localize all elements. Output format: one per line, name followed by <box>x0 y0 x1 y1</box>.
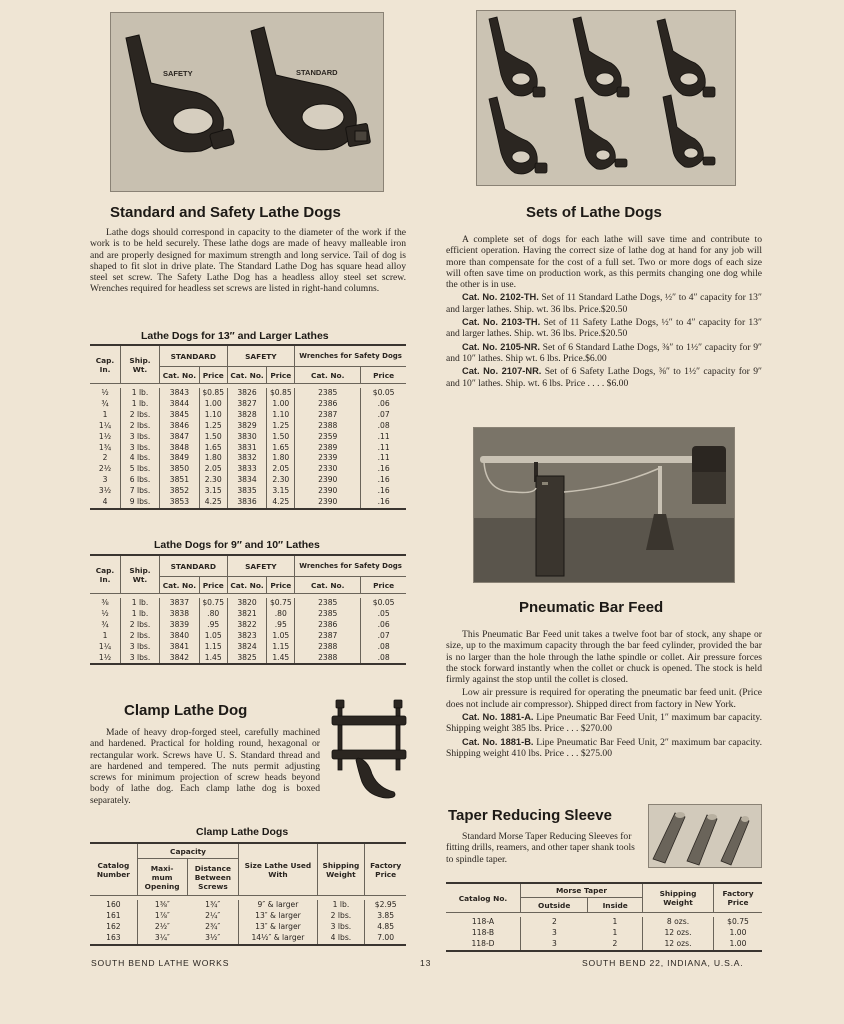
table-cell: 1 <box>612 927 618 937</box>
col-outside: Outside <box>521 898 588 913</box>
col-capacity: Capacity <box>137 843 239 859</box>
taper-title: Taper Reducing Sleeve <box>448 807 612 824</box>
table-cell: 1.15 <box>199 642 227 653</box>
bar-feed-title: Pneumatic Bar Feed <box>519 599 664 616</box>
table-cell: 1.80 <box>199 453 227 464</box>
table-cell: 3 lbs. <box>121 443 160 454</box>
table-cell: 1.00 <box>267 399 295 410</box>
taper-body: Standard Morse Taper Reducing Sleeves for fitting drills, reamers, and other taper shank tools to spindle taper. <box>446 831 635 865</box>
table-cell: 3820 <box>227 598 267 609</box>
table-cell: 4 <box>102 497 108 507</box>
col-safety: SAFETY <box>227 345 295 367</box>
table-cell: 3849 <box>160 453 200 464</box>
table-cell: 1 <box>102 630 108 640</box>
catalog-number: Cat. No. 1881-A. <box>462 712 534 723</box>
table-cell: 3½″ <box>205 932 221 942</box>
table-row <box>90 609 406 620</box>
table-cell: .16 <box>361 486 406 497</box>
col-safety: SAFETY <box>227 555 295 577</box>
table-cell: $0.75 <box>199 598 227 609</box>
catalog-item-text: Lipe Pneumatic Bar Feed Unit, 1″ maximum bar capacity. Shipping weight 385 lbs. Price . . . $270.00 <box>446 712 763 735</box>
table-row <box>90 911 406 922</box>
table-cell: 3851 <box>160 475 200 486</box>
col-wrenches: Wrenches for Safety Dogs <box>295 555 406 577</box>
table-cell: $0.85 <box>199 388 227 399</box>
table-cell: 2386 <box>295 399 361 410</box>
table-cell: 118-D <box>471 938 495 948</box>
table-cell: 2389 <box>295 443 361 454</box>
table-row <box>90 497 406 509</box>
sets-title: Sets of Lathe Dogs <box>526 204 662 221</box>
col-ship: Ship. Wt. <box>121 555 160 594</box>
table-cell: 1.00 <box>714 928 763 939</box>
bar-feed-photo <box>473 427 735 583</box>
table-cell: 5 lbs. <box>121 464 160 475</box>
table-cell: .16 <box>361 497 406 509</box>
lathe-dogs-photo <box>110 12 384 192</box>
table-9-body <box>90 594 406 665</box>
lathe-dogs-description <box>90 227 406 295</box>
col-size: Size Lathe Used With <box>239 843 317 896</box>
table-cell: 2.30 <box>267 475 295 486</box>
table-cell: $0.05 <box>361 598 406 609</box>
table-cell: .05 <box>361 609 406 620</box>
table-row <box>90 922 406 933</box>
table-cell: 3847 <box>160 432 200 443</box>
clamp-dog-body: Made of heavy drop-forged steel, carefully machined and hardened. Practical for holding round, hexagonal or rectangular work. Screws have U. S. Standard thread and are hardened and tempered. The nuts permit adjusting screws for minimum projection of screw heads beyond body of lathe dog. Each clamp lathe dog is boxed separately. <box>90 727 320 806</box>
table-row <box>90 475 406 486</box>
catalog-number: Cat. No. 2105-NR. <box>462 341 540 352</box>
standard-photo-label: STANDARD <box>296 68 338 77</box>
col-distance: Distance Between Screws <box>187 859 239 896</box>
catalog-item <box>446 366 762 389</box>
table-cell: ½ <box>101 608 109 618</box>
table-cell: 3831 <box>227 443 267 454</box>
table-cell: 3842 <box>160 653 200 665</box>
table-cell: .95 <box>267 620 295 631</box>
catalog-number: Cat. No. 2107-NR. <box>462 366 542 377</box>
clamp-table-title: Clamp Lathe Dogs <box>196 826 289 838</box>
catalog-item <box>446 292 762 315</box>
catalog-number: Cat. No. 1881-B. <box>462 736 534 747</box>
table-row <box>90 464 406 475</box>
table-cell: 118-B <box>471 927 495 937</box>
table-cell: .16 <box>361 475 406 486</box>
table-cell: 7.00 <box>365 933 406 945</box>
table-cell: $0.05 <box>361 388 406 399</box>
table-cell: 1.45 <box>199 653 227 665</box>
table-cell: 2386 <box>295 620 361 631</box>
table-cell: 2¼″ <box>205 910 221 920</box>
table-cell: 3832 <box>227 453 267 464</box>
table-cell: 160 <box>106 900 121 909</box>
table-cell: 3822 <box>227 620 267 631</box>
table-cell: 1.25 <box>267 421 295 432</box>
table-cell: 14½″ & larger <box>239 933 317 945</box>
table-row <box>90 598 406 609</box>
table-cell: 8 ozs. <box>643 917 714 928</box>
table-cell: ⅜ <box>101 598 109 607</box>
lathe-dogs-9-table <box>90 554 406 665</box>
table-cell: 1⅞″ <box>137 911 187 922</box>
table-cell: 3833 <box>227 464 267 475</box>
catalog-item-text: Set of 11 Safety Lathe Dogs, ½″ to 4″ capacity for 13″ and larger lathes. Ship. wt. 36 lbs. Price.$20.50 <box>446 317 762 340</box>
table-cell: 3825 <box>227 653 267 665</box>
sets-photo <box>476 10 736 186</box>
table-cell: 2385 <box>295 388 361 399</box>
table-cell: 2388 <box>295 653 361 665</box>
table-cell: 3830 <box>227 432 267 443</box>
col-wr-cat: Cat. No. <box>295 577 361 594</box>
table-cell: 3823 <box>227 631 267 642</box>
bar-feed-body-2: Low air pressure is required for operating the pneumatic bar feed unit. (Price does not include air compressor). Shipped direct from factory in New York. <box>446 687 762 710</box>
footer-left: SOUTH BEND LATHE WORKS <box>91 958 230 968</box>
table-cell: 1 lb. <box>121 399 160 410</box>
table-cell: .11 <box>361 453 406 464</box>
table-cell: 4 lbs. <box>317 933 365 945</box>
catalog-item-text: Set of 6 Safety Lathe Dogs, ⅜″ to 1½″ capacity for 9″ and 10″ lathes. Ship. wt. 6 lbs. Price . . . . $6.00 <box>446 366 763 389</box>
col-saf-cat: Cat. No. <box>227 577 267 594</box>
table-row <box>90 432 406 443</box>
table-cell: 2385 <box>295 609 361 620</box>
table-cell: 3839 <box>160 620 200 631</box>
table-13-body <box>90 384 406 509</box>
table-cell: .08 <box>361 421 406 432</box>
catalog-item <box>446 712 762 735</box>
table-cell: 9 lbs. <box>121 497 160 509</box>
table-cell: 118-A <box>471 917 495 926</box>
table-cell: 3843 <box>160 388 200 399</box>
table-cell: 2½ <box>98 464 112 474</box>
table-cell: 2 lbs. <box>317 911 365 922</box>
col-std-cat: Cat. No. <box>160 367 200 384</box>
table-cell: 3 <box>521 928 588 939</box>
table-cell: ¾ <box>101 619 109 629</box>
taper-table-body <box>446 913 762 951</box>
table-cell: 1¼ <box>98 420 112 430</box>
table-cell: 4.85 <box>365 922 406 933</box>
col-price: Factory Price <box>365 843 406 896</box>
lathe-dogs-body: Lathe dogs should correspond in capacity to the diameter of the work if the work is to be held securely. These lathe dogs are made of heavy malleable iron and are properly designed for maximum strength and long service. Tail of dog is shaped to fit slot in drive plate. The Standard Lathe Dog has square head alloy steel set screw. The Safety Lathe Dog has a headless alloy steel set screw. Wrenches required for headless set screws are listed in right-hand columns. <box>90 227 406 295</box>
col-ship: Ship. Wt. <box>121 345 160 384</box>
footer-right: SOUTH BEND 22, INDIANA, U.S.A. <box>582 958 744 968</box>
sets-body: A complete set of dogs for each lathe will save time and contribute to efficient operation. Having the correct size of lathe dog at hand for any job will more than compensate for the cost of a full set. Two or more dogs of each size will often save time on production work, as this permits changing one dog while the other is in use. <box>446 234 762 291</box>
table-13-title: Lathe Dogs for 13″ and Larger Lathes <box>141 330 329 342</box>
table-cell: 3826 <box>227 388 267 399</box>
table-cell: 2387 <box>295 631 361 642</box>
table-cell: 2½″ <box>137 922 187 933</box>
col-wr-price: Price <box>361 367 406 384</box>
col-standard: STANDARD <box>160 555 228 577</box>
table-cell: ½ <box>101 388 109 397</box>
taper-description <box>446 831 640 865</box>
table-cell: 3¼″ <box>137 933 187 945</box>
table-cell: 3 <box>102 475 108 485</box>
table-row <box>90 631 406 642</box>
catalog-item-text: Lipe Pneumatic Bar Feed Unit, 2″ maximum bar capacity. Shipping weight 410 lbs. Price . . . $275.00 <box>446 736 763 759</box>
col-cap: Cap. In. <box>90 345 121 384</box>
table-cell: 1.05 <box>199 631 227 642</box>
table-cell: 4.25 <box>199 497 227 509</box>
table-cell: 2 lbs. <box>121 620 160 631</box>
catalog-item <box>446 317 762 340</box>
table-cell: 3 lbs. <box>317 922 365 933</box>
table-cell: 2339 <box>295 453 361 464</box>
table-cell: 2359 <box>295 432 361 443</box>
table-row <box>90 399 406 410</box>
table-cell: 2330 <box>295 464 361 475</box>
table-cell: 13″ & larger <box>239 911 317 922</box>
table-cell: 1¾″ <box>205 900 221 909</box>
table-cell: 2.05 <box>199 464 227 475</box>
table-cell: 3828 <box>227 410 267 421</box>
table-cell: 2 <box>521 917 588 928</box>
col-standard: STANDARD <box>160 345 228 367</box>
table-cell: 2390 <box>295 497 361 509</box>
table-cell: 3 <box>521 939 588 951</box>
lathe-dogs-13-table <box>90 344 406 510</box>
table-cell: 1½ <box>98 431 112 441</box>
col-wrenches: Wrenches for Safety Dogs <box>295 345 406 367</box>
col-std-cat: Cat. No. <box>160 577 200 594</box>
table-cell: 3845 <box>160 410 200 421</box>
table-cell: 3846 <box>160 421 200 432</box>
bar-feed-description <box>446 629 762 759</box>
table-cell: .11 <box>361 432 406 443</box>
catalog-item <box>446 342 762 365</box>
table-cell: 1 <box>102 409 108 419</box>
table-cell: 7 lbs. <box>121 486 160 497</box>
table-cell: 1.45 <box>267 653 295 665</box>
col-saf-cat: Cat. No. <box>227 367 267 384</box>
taper-sleeves-photo <box>648 804 762 868</box>
table-cell: 3.15 <box>199 486 227 497</box>
table-cell: 2387 <box>295 410 361 421</box>
col-catalog: Catalog Number <box>90 843 137 896</box>
table-cell: 1.25 <box>199 421 227 432</box>
col-cap: Cap. In. <box>90 555 121 594</box>
table-cell: 1.00 <box>199 399 227 410</box>
table-cell: 3821 <box>227 609 267 620</box>
table-cell: .07 <box>361 410 406 421</box>
table-cell: .08 <box>361 653 406 665</box>
catalog-number: Cat. No. 2102-TH. <box>462 292 539 303</box>
table-9-title: Lathe Dogs for 9″ and 10″ Lathes <box>154 539 320 551</box>
safety-photo-label: SAFETY <box>163 69 193 78</box>
table-cell: 3841 <box>160 642 200 653</box>
col-ship: Shipping Weight <box>317 843 365 896</box>
table-cell: 1⅜″ <box>137 900 187 911</box>
table-cell: .07 <box>361 631 406 642</box>
table-cell: 2 lbs. <box>121 410 160 421</box>
table-cell: 2.05 <box>267 464 295 475</box>
table-cell: 3.85 <box>365 911 406 922</box>
clamp-dog-description <box>90 727 406 806</box>
col-morse: Morse Taper <box>521 883 643 898</box>
table-cell: $0.85 <box>267 388 295 399</box>
table-cell: 3848 <box>160 443 200 454</box>
col-wr-cat: Cat. No. <box>295 367 361 384</box>
table-cell: 1 lb. <box>317 900 365 911</box>
clamp-dog-title: Clamp Lathe Dog <box>124 702 248 719</box>
table-cell: 3.15 <box>267 486 295 497</box>
table-cell: ¾ <box>101 398 109 408</box>
table-cell: 2388 <box>295 421 361 432</box>
table-row <box>446 939 762 951</box>
table-cell: 12 ozs. <box>643 928 714 939</box>
sets-description <box>446 234 762 389</box>
col-std-price: Price <box>199 577 227 594</box>
table-cell: 2388 <box>295 642 361 653</box>
table-cell: .11 <box>361 443 406 454</box>
table-cell: 3824 <box>227 642 267 653</box>
table-cell: $2.95 <box>365 900 406 911</box>
table-cell: 3844 <box>160 399 200 410</box>
table-cell: 1½ <box>98 652 112 662</box>
table-cell: 3 lbs. <box>121 432 160 443</box>
table-cell: .06 <box>361 620 406 631</box>
table-cell: 1.05 <box>267 631 295 642</box>
table-cell: $0.75 <box>714 917 763 928</box>
col-catalog: Catalog No. <box>446 883 521 913</box>
col-ship: Shipping Weight <box>643 883 714 913</box>
table-cell: 3 lbs. <box>121 642 160 653</box>
table-cell: 4.25 <box>267 497 295 509</box>
table-cell: 1 lb. <box>121 388 160 399</box>
table-cell: 1.00 <box>714 939 763 951</box>
table-cell: 3837 <box>160 598 200 609</box>
col-wr-price: Price <box>361 577 406 594</box>
table-cell: 3852 <box>160 486 200 497</box>
table-cell: 3838 <box>160 609 200 620</box>
lathe-dogs-title: Standard and Safety Lathe Dogs <box>110 204 341 221</box>
table-cell: 3850 <box>160 464 200 475</box>
table-row <box>90 410 406 421</box>
clamp-dogs-table <box>90 842 406 946</box>
table-row <box>90 653 406 665</box>
col-saf-price: Price <box>267 367 295 384</box>
table-cell: 3853 <box>160 497 200 509</box>
table-cell: 3834 <box>227 475 267 486</box>
table-cell: .80 <box>199 609 227 620</box>
table-cell: 1 <box>612 917 618 926</box>
table-cell: 2390 <box>295 475 361 486</box>
col-inside: Inside <box>588 898 643 913</box>
table-cell: 3840 <box>160 631 200 642</box>
col-price: Factory Price <box>714 883 763 913</box>
table-row <box>446 928 762 939</box>
table-cell: 161 <box>106 910 121 920</box>
table-cell: 12 ozs. <box>643 939 714 951</box>
table-row <box>90 486 406 497</box>
col-std-price: Price <box>199 367 227 384</box>
catalog-item-text: Set of 11 Standard Lathe Dogs, ½″ to 4″ capacity for 13″ and larger lathes. Ship. wt. 36 lbs. Price.$20.50 <box>446 292 762 315</box>
table-row <box>446 917 762 928</box>
table-cell: 2 lbs. <box>121 421 160 432</box>
table-row <box>90 933 406 945</box>
bar-feed-body-1: This Pneumatic Bar Feed unit takes a twelve foot bar of stock, any shape or size, up to the maximum capacity through the bar feed cylinder, provided the bar is no larger than the hole through the lathe spindle or collet. Air pressure forces the stock forward instantly when the collet or chuck is opened. The stock is held firmly against the stop until the collet is closed. <box>446 629 762 686</box>
table-cell: 2385 <box>295 598 361 609</box>
table-cell: 4 lbs. <box>121 453 160 464</box>
table-cell: 3835 <box>227 486 267 497</box>
table-cell: 1.15 <box>267 642 295 653</box>
table-cell: 2 <box>612 938 618 948</box>
table-row <box>90 388 406 399</box>
table-cell: 2 lbs. <box>121 631 160 642</box>
catalog-item <box>446 737 762 760</box>
table-cell: 3836 <box>227 497 267 509</box>
table-row <box>90 900 406 911</box>
table-row <box>90 443 406 454</box>
table-cell: 1.10 <box>267 410 295 421</box>
taper-sleeve-table <box>446 882 762 952</box>
table-cell: 2¾″ <box>205 921 221 931</box>
table-row <box>90 453 406 464</box>
catalog-item-text: Set of 6 Standard Lathe Dogs, ⅜″ to 1½″ capacity for 9″ and 10″ lathes. Ship wt. 6 lbs. Price.$6.00 <box>446 341 762 364</box>
table-cell: 6 lbs. <box>121 475 160 486</box>
table-cell: 1.65 <box>199 443 227 454</box>
table-cell: 3829 <box>227 421 267 432</box>
table-row <box>90 421 406 432</box>
table-cell: .08 <box>361 642 406 653</box>
table-cell: 1.65 <box>267 443 295 454</box>
table-cell: 1 lb. <box>121 598 160 609</box>
table-cell: 3 lbs. <box>121 653 160 665</box>
page-number: 13 <box>420 958 432 968</box>
table-cell: 1¼ <box>98 641 112 651</box>
table-cell: 3½ <box>98 486 112 496</box>
table-cell: 2390 <box>295 486 361 497</box>
table-cell: .06 <box>361 399 406 410</box>
table-cell: 1.50 <box>199 432 227 443</box>
table-cell: 13″ & larger <box>239 922 317 933</box>
table-cell: 1.50 <box>267 432 295 443</box>
table-cell: 2 <box>102 453 108 463</box>
table-cell: 3827 <box>227 399 267 410</box>
table-cell: .16 <box>361 464 406 475</box>
table-cell: 2.30 <box>199 475 227 486</box>
table-row <box>90 620 406 631</box>
table-cell: $0.75 <box>267 598 295 609</box>
table-cell: 1 lb. <box>121 609 160 620</box>
col-saf-price: Price <box>267 577 295 594</box>
table-cell: 1¾ <box>98 442 112 452</box>
col-max-opening: Maxi- mum Opening <box>137 859 187 896</box>
table-cell: 1.80 <box>267 453 295 464</box>
catalog-number: Cat. No. 2103-TH. <box>462 317 541 328</box>
table-cell: 9″ & larger <box>239 900 317 911</box>
clamp-table-body <box>90 896 406 945</box>
table-cell: .95 <box>199 620 227 631</box>
table-cell: 162 <box>106 921 121 931</box>
table-cell: 1.10 <box>199 410 227 421</box>
table-cell: .80 <box>267 609 295 620</box>
table-cell: 163 <box>106 932 121 942</box>
table-row <box>90 642 406 653</box>
